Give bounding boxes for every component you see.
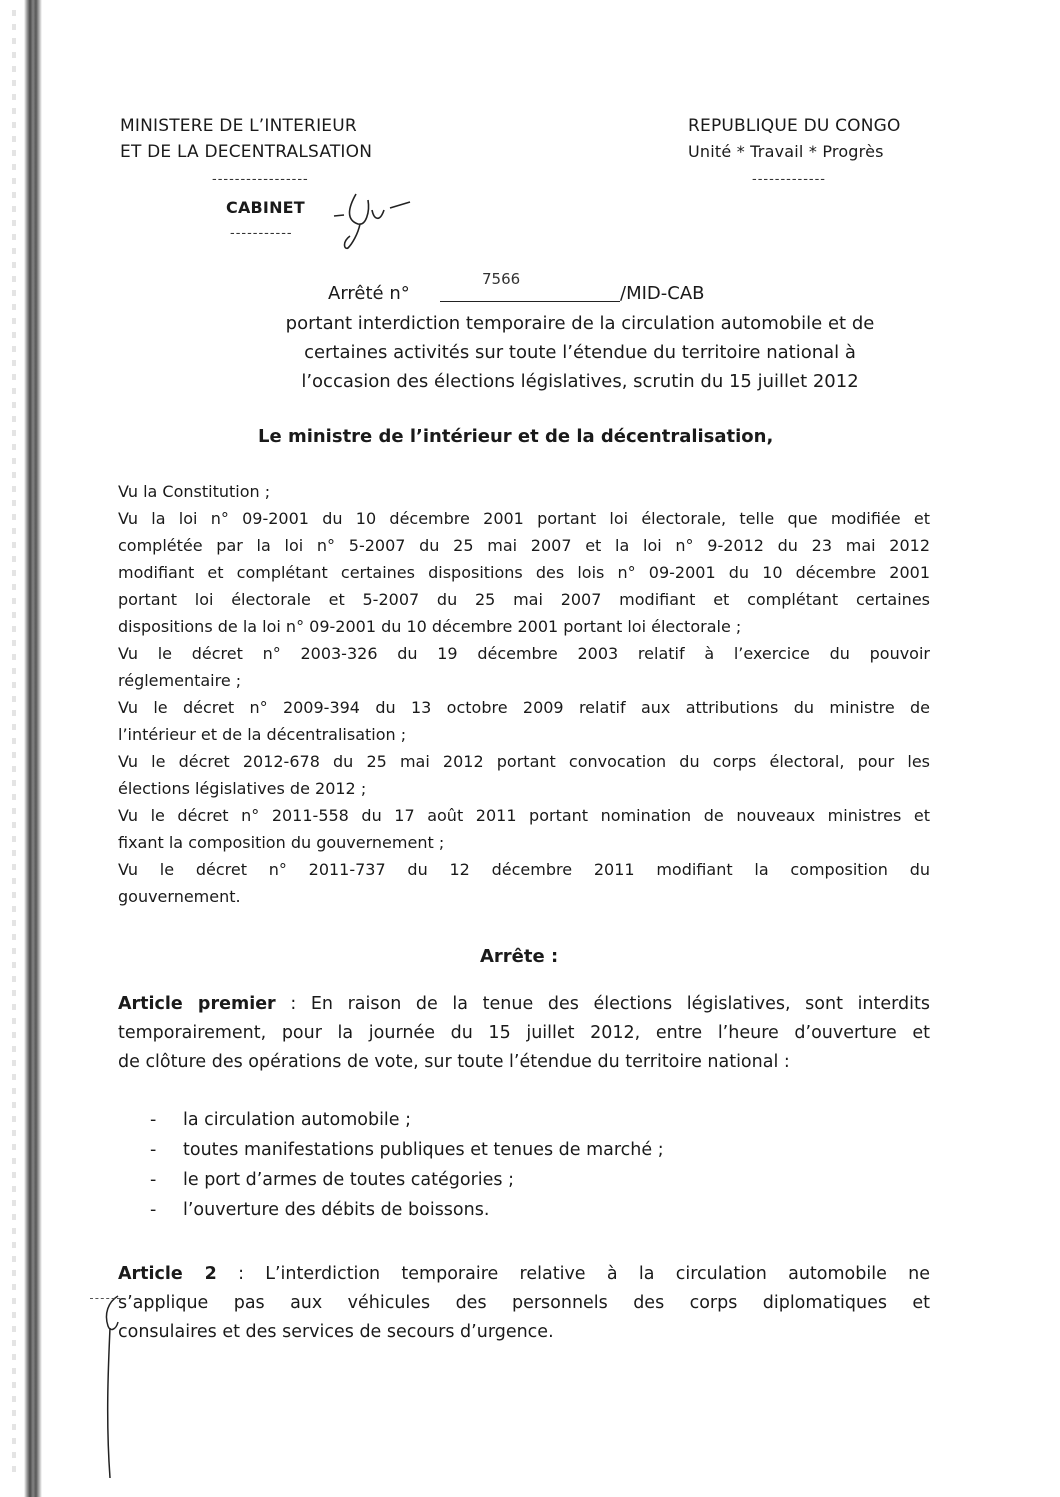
list-item-text: l’ouverture des débits de boissons. [183, 1200, 490, 1220]
list-item-text: le port d’armes de toutes catégories ; [183, 1170, 514, 1190]
scan-edge [24, 0, 42, 1497]
arrete-heading: Arrête : [480, 946, 559, 967]
bullet-dash: - [150, 1140, 157, 1160]
arrete-title-line: portant interdiction temporaire de la circulation automobile et de [285, 313, 875, 334]
visa-line: l’intérieur et de la décentralisation ; [118, 725, 407, 744]
visa-line: Vu le décret 2012-678 du 25 mai 2012 portant convocation du corps électoral, pour les [118, 752, 930, 771]
list-item [0, 1110, 1060, 1140]
article-2-text: s’applique pas aux véhicules des personnels des corps diplomatiques et [118, 1293, 930, 1313]
arrete-prefix: Arrêté n° [328, 283, 410, 304]
margin-dash-mark [90, 1298, 120, 1299]
article-2-text: consulaires et des services de secours d’urgence. [118, 1322, 554, 1342]
visa-line: Vu le décret n° 2003-326 du 19 décembre 2003 relatif à l’exercice du pouvoir [118, 644, 930, 663]
article-1-label: Article premier [118, 994, 276, 1014]
ministry-name-line1: MINISTERE DE L’INTERIEUR [120, 116, 357, 136]
handwritten-initials [330, 186, 420, 256]
list-item [0, 1170, 1060, 1200]
article-2 [118, 1260, 930, 1347]
arrete-number-line [440, 301, 620, 302]
minister-heading: Le ministre de l’intérieur et de la décentralisation, [258, 426, 774, 447]
ministry-name-line2: ET DE LA DECENTRALSATION [120, 142, 373, 162]
republic-name: REPUBLIQUE DU CONGO [688, 116, 901, 136]
visa-line: Vu le décret n° 2011-737 du 12 décembre 2011 modifiant la composition du [118, 860, 930, 879]
visa-line: complétée par la loi n° 5-2007 du 25 mai 2007 et la loi n° 9-2012 du 23 mai 2012 [118, 536, 930, 555]
visa-line: Vu la Constitution ; [118, 482, 271, 501]
visas-block [118, 478, 930, 910]
arrete-title-line: l’occasion des élections législatives, scrutin du 15 juillet 2012 [301, 371, 859, 392]
visa-line: Vu le décret n° 2009-394 du 13 octobre 2009 relatif aux attributions du ministre de [118, 698, 930, 717]
visa-line: Vu la loi n° 09-2001 du 10 décembre 2001 portant loi électorale, telle que modifiée et [118, 509, 930, 528]
republic-motto: Unité * Travail * Progrès [688, 142, 884, 161]
cabinet-label: CABINET [226, 198, 305, 217]
visa-line: dispositions de la loi n° 09-2001 du 10 décembre 2001 portant loi électorale ; [118, 617, 742, 636]
margin-pen-mark [96, 1292, 126, 1482]
visa-line: modifiant et complétant certaines dispositions des lois n° 09-2001 du 10 décembre 2001 [118, 563, 930, 582]
list-item-text: toutes manifestations publiques et tenues de marché ; [183, 1140, 664, 1160]
list-item [0, 1200, 1060, 1230]
bullet-dash: - [150, 1110, 157, 1130]
article-1-text: de clôture des opérations de vote, sur toute l’étendue du territoire national : [118, 1052, 790, 1072]
visa-line: fixant la composition du gouvernement ; [118, 833, 445, 852]
visa-line: élections législatives de 2012 ; [118, 779, 367, 798]
ministry-separator: ----------------- [212, 172, 309, 187]
visa-line: portant loi électorale et 5-2007 du 25 mai 2007 modifiant et complétant certaines [118, 590, 930, 609]
arrete-suffix: /MID-CAB [620, 283, 705, 304]
bullet-dash: - [150, 1200, 157, 1220]
handwritten-number: 7566 [482, 270, 521, 288]
list-item-text: la circulation automobile ; [183, 1110, 412, 1130]
visa-line: Vu le décret n° 2011-558 du 17 août 2011 portant nomination de nouveaux ministres et [118, 806, 930, 825]
article-1-text: : En raison de la tenue des élections législatives, sont interdits [275, 994, 930, 1014]
visa-line: gouvernement. [118, 887, 241, 906]
article-1 [118, 990, 930, 1077]
scan-edge-marks [12, 10, 16, 1480]
article-2-label: Article 2 [118, 1264, 217, 1284]
article-2-text: : L’interdiction temporaire relative à la circulation automobile ne [216, 1264, 930, 1284]
article-1-text: temporairement, pour la journée du 15 juillet 2012, entre l’heure d’ouverture et [118, 1023, 930, 1043]
republic-separator: ------------- [752, 172, 826, 187]
visa-line: réglementaire ; [118, 671, 242, 690]
cabinet-separator: ----------- [230, 226, 293, 241]
list-item [0, 1140, 1060, 1170]
arrete-title-line: certaines activités sur toute l’étendue du territoire national à [304, 342, 856, 363]
bullet-dash: - [150, 1170, 157, 1190]
